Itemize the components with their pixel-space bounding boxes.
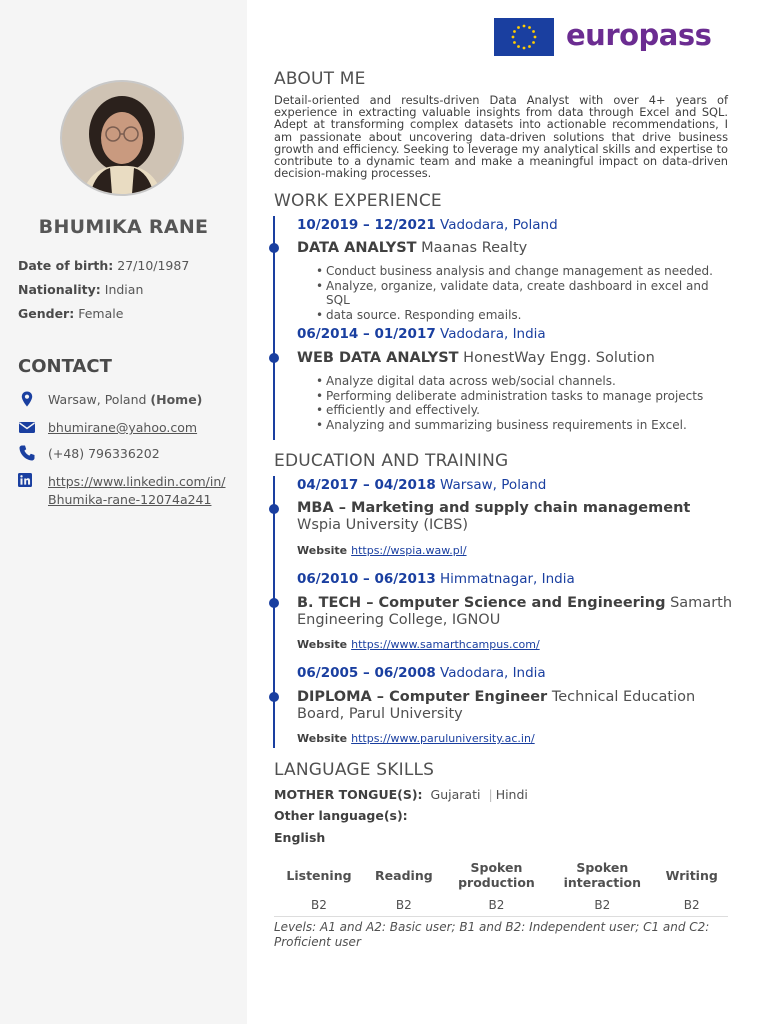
nationality bbox=[18, 282, 143, 297]
nationality-label: Nationality: bbox=[18, 282, 101, 297]
level-spoken-interaction: B2 bbox=[549, 894, 655, 917]
edu-3-website bbox=[297, 732, 535, 745]
list-item-continued bbox=[316, 308, 731, 323]
education-heading: EDUCATION AND TRAINING bbox=[274, 451, 509, 471]
website-label: Website bbox=[297, 638, 348, 651]
list-item: • Performing deliberate administration tasks to manage projects bbox=[316, 389, 731, 404]
job-2-date-range: 06/2014 – 01/2017 bbox=[297, 326, 436, 342]
edu-3-degree-title: DIPLOMA – Computer Engineer bbox=[297, 689, 548, 705]
list-item-text: efficiently and effectively. bbox=[326, 403, 480, 418]
english-label bbox=[274, 830, 325, 845]
job-1-company: Maanas Realty bbox=[421, 240, 528, 256]
date-of-birth bbox=[18, 258, 189, 273]
about-heading: ABOUT ME bbox=[274, 69, 366, 89]
flag-star bbox=[532, 41, 535, 44]
job-2-location: Vadodara, India bbox=[440, 326, 546, 342]
flag-star bbox=[517, 26, 520, 29]
level-listening: B2 bbox=[274, 894, 364, 917]
person-name: BHUMIKA RANE bbox=[38, 216, 209, 238]
table-header-row bbox=[274, 856, 728, 894]
edu-2-location: Himmatnagar, India bbox=[440, 571, 575, 587]
mother-tongue bbox=[274, 787, 528, 802]
table-row bbox=[274, 894, 728, 917]
profile-photo-illustration bbox=[62, 82, 182, 194]
about-text: Detail-oriented and results-driven Data Analyst with over 4+ years of experience in extracting valuable insights from data through Excel and SQL. Adept at transforming complex datasets into actionable recommendations, I am passionate about uncovering data-driven solutions that drive business growth and efficiency. Seeking to leverage my analytical skills and expertise to contribute to a dynamic team and make a meaningful impact on data-driven decision-making processes. bbox=[274, 93, 728, 181]
dob-label: Date of birth: bbox=[18, 258, 114, 273]
flag-star bbox=[532, 30, 535, 33]
edu-2-school: Samarth Engineering College, IGNOU bbox=[297, 595, 733, 628]
edu-1-degree-title: MBA – Marketing and supply chain management bbox=[297, 500, 691, 516]
job-2-title bbox=[297, 350, 737, 367]
sidebar bbox=[0, 0, 247, 1024]
edu-2-degree-title: B. TECH – Computer Science and Engineering bbox=[297, 595, 666, 611]
levels-note: Levels: A1 and A2: Basic user; B1 and B2: Independent user; C1 and C2: Proficient user bbox=[274, 920, 710, 949]
profile-photo bbox=[60, 80, 184, 196]
edu-1-website bbox=[297, 544, 467, 557]
job-1-role: DATA ANALYST bbox=[297, 240, 417, 256]
edu-3-degree bbox=[297, 689, 737, 723]
eu-flag-icon bbox=[494, 18, 554, 56]
list-item: • Conduct business analysis and change management as needed. bbox=[316, 264, 731, 279]
job-1-date-range: 10/2019 – 12/2021 bbox=[297, 217, 436, 233]
level-writing: B2 bbox=[655, 894, 728, 917]
job-2-dates bbox=[297, 326, 546, 342]
edu-2-dates bbox=[297, 571, 575, 587]
job-2-bullets bbox=[316, 374, 731, 433]
address-text: Warsaw, Poland bbox=[48, 392, 147, 407]
timeline-dot bbox=[269, 692, 279, 702]
job-2-role: WEB DATA ANALYST bbox=[297, 350, 459, 366]
language-levels-table bbox=[274, 856, 728, 917]
language-heading: LANGUAGE SKILLS bbox=[274, 760, 435, 780]
education-timeline bbox=[273, 476, 275, 748]
job-1-location: Vadodara, Poland bbox=[440, 217, 558, 233]
mother-tongue-1: Gujarati bbox=[430, 787, 481, 802]
timeline-dot bbox=[269, 353, 279, 363]
col-spoken-interaction: Spoken interaction bbox=[563, 860, 642, 890]
other-languages-label bbox=[274, 808, 408, 823]
flag-star bbox=[513, 30, 516, 33]
dob-value: 27/10/1987 bbox=[117, 258, 190, 273]
english-text: English bbox=[274, 830, 326, 845]
job-1-dates bbox=[297, 217, 558, 233]
timeline-dot bbox=[269, 243, 279, 253]
edu-1-date-range: 04/2017 – 04/2018 bbox=[297, 477, 436, 493]
envelope-icon bbox=[18, 418, 36, 436]
level-reading: B2 bbox=[364, 894, 444, 917]
edu-3-website-link[interactable]: https://www.paruluniversity.ac.in/ bbox=[351, 732, 535, 745]
phone-icon bbox=[18, 444, 36, 462]
nationality-value: Indian bbox=[104, 282, 144, 297]
list-item: • Analyzing and summarizing business requirements in Excel. bbox=[316, 418, 731, 433]
edu-1-degree bbox=[297, 500, 737, 534]
flag-star bbox=[528, 26, 531, 29]
mother-tongue-2: Hindi bbox=[495, 787, 528, 802]
linkedin-icon bbox=[18, 473, 32, 487]
list-item: • Analyze, organize, validate data, create dashboard in excel and SQL bbox=[316, 279, 731, 308]
flag-star bbox=[513, 41, 516, 44]
flag-star bbox=[534, 36, 537, 39]
timeline-dot bbox=[269, 504, 279, 514]
col-writing: Writing bbox=[665, 867, 718, 883]
job-1-bullets bbox=[316, 264, 731, 323]
flag-star bbox=[528, 45, 531, 48]
mother-tongue-label: MOTHER TONGUE(S): bbox=[274, 787, 423, 802]
separator: | bbox=[488, 787, 493, 802]
level-spoken-production: B2 bbox=[444, 894, 549, 917]
edu-3-school: Technical Education Board, Parul University bbox=[297, 689, 696, 722]
job-1-title bbox=[297, 240, 737, 257]
gender bbox=[18, 306, 123, 321]
edu-2-website bbox=[297, 638, 540, 651]
europass-logo-text: europass bbox=[566, 18, 712, 52]
col-reading: Reading bbox=[375, 867, 433, 883]
edu-2-date-range: 06/2010 – 06/2013 bbox=[297, 571, 436, 587]
edu-3-date-range: 06/2005 – 06/2008 bbox=[297, 665, 436, 681]
website-label: Website bbox=[297, 732, 348, 745]
gender-value: Female bbox=[78, 306, 124, 321]
list-item-text: data source. Responding emails. bbox=[326, 308, 522, 323]
col-spoken-production: Spoken production bbox=[458, 860, 535, 890]
email-link[interactable]: bhumirane@yahoo.com bbox=[48, 420, 198, 435]
list-item-continued bbox=[316, 403, 731, 418]
phone-text: (+48) 796336202 bbox=[48, 446, 160, 461]
address-tag: (Home) bbox=[150, 392, 203, 407]
linkedin-link-line1[interactable]: https://www.linkedin.com/in/ bbox=[48, 474, 226, 489]
other-languages-text: Other language(s): bbox=[274, 808, 408, 823]
flag-star bbox=[512, 36, 515, 39]
timeline-dot bbox=[269, 598, 279, 608]
job-2-company: HonestWay Engg. Solution bbox=[463, 350, 655, 366]
edu-2-degree bbox=[297, 595, 737, 629]
edu-1-website-link[interactable]: https://wspia.waw.pl/ bbox=[351, 544, 467, 557]
website-label: Website bbox=[297, 544, 348, 557]
linkedin-link-line2[interactable]: Bhumika-rane-12074a241 bbox=[48, 492, 212, 507]
col-listening: Listening bbox=[286, 867, 352, 883]
list-item: • Analyze digital data across web/social channels. bbox=[316, 374, 731, 389]
edu-3-location: Vadodara, India bbox=[440, 665, 546, 681]
gender-label: Gender: bbox=[18, 306, 75, 321]
contact-heading: CONTACT bbox=[18, 356, 112, 377]
location-pin-icon bbox=[18, 390, 36, 408]
edu-1-school: Wspia University (ICBS) bbox=[297, 517, 468, 533]
edu-2-website-link[interactable]: https://www.samarthcampus.com/ bbox=[351, 638, 540, 651]
edu-1-location: Warsaw, Poland bbox=[440, 477, 547, 493]
work-heading: WORK EXPERIENCE bbox=[274, 191, 442, 211]
flag-star bbox=[523, 47, 526, 50]
edu-3-dates bbox=[297, 665, 546, 681]
edu-1-dates bbox=[297, 477, 546, 493]
flag-star bbox=[517, 45, 520, 48]
flag-star bbox=[523, 25, 526, 28]
